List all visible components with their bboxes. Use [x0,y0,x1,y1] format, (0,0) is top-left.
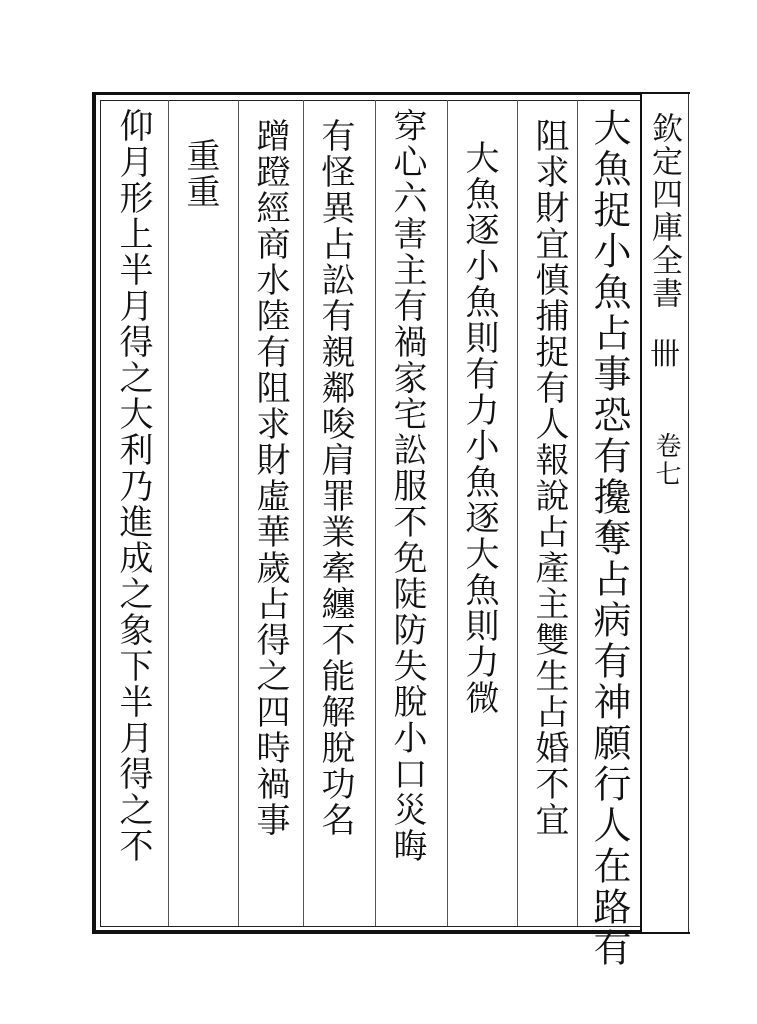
margin-book-title: 欽定四庫全書 [646,112,682,310]
column-rule [168,100,169,926]
column-rule [447,100,448,926]
text-column-3: 大魚逐小魚則有力小魚逐大魚則力微 [459,140,499,716]
fold-line-right [688,92,689,934]
column-rule [577,100,578,926]
fold-top-edge [640,92,690,94]
column-rule [303,100,304,926]
fold-bottom-edge [640,932,690,934]
margin-volume: 卷七 [651,432,681,488]
text-column-1: 大魚捉小魚占事恐有攙奪占病有神願行人在路有 [587,108,631,969]
inner-border-bottom [100,926,640,927]
column-rule [375,100,376,926]
text-column-5: 有怪異占訟有親鄰唆肩罪業牽纏不能解脫功名 [315,118,355,838]
inner-border-top [100,100,640,101]
text-column-8: 仰月形上半月得之大利乃進成之象下半月得之不 [113,108,153,864]
text-column-2: 阻求財宜慎捕捉有人報說占產主雙生占婚不宜 [529,118,569,838]
margin-mark: 卌 [650,337,680,372]
column-rule [238,100,239,926]
text-column-6: 蹭蹬經商水陸有阻求財虛華歲占得之四時禍事 [250,118,290,838]
inner-border-left [100,100,101,926]
text-column-4: 穿心六害主有禍家宅訟服不免陡防失脫小口災晦 [387,108,427,864]
column-rule [517,100,518,926]
text-column-7: 重重 [180,138,220,210]
